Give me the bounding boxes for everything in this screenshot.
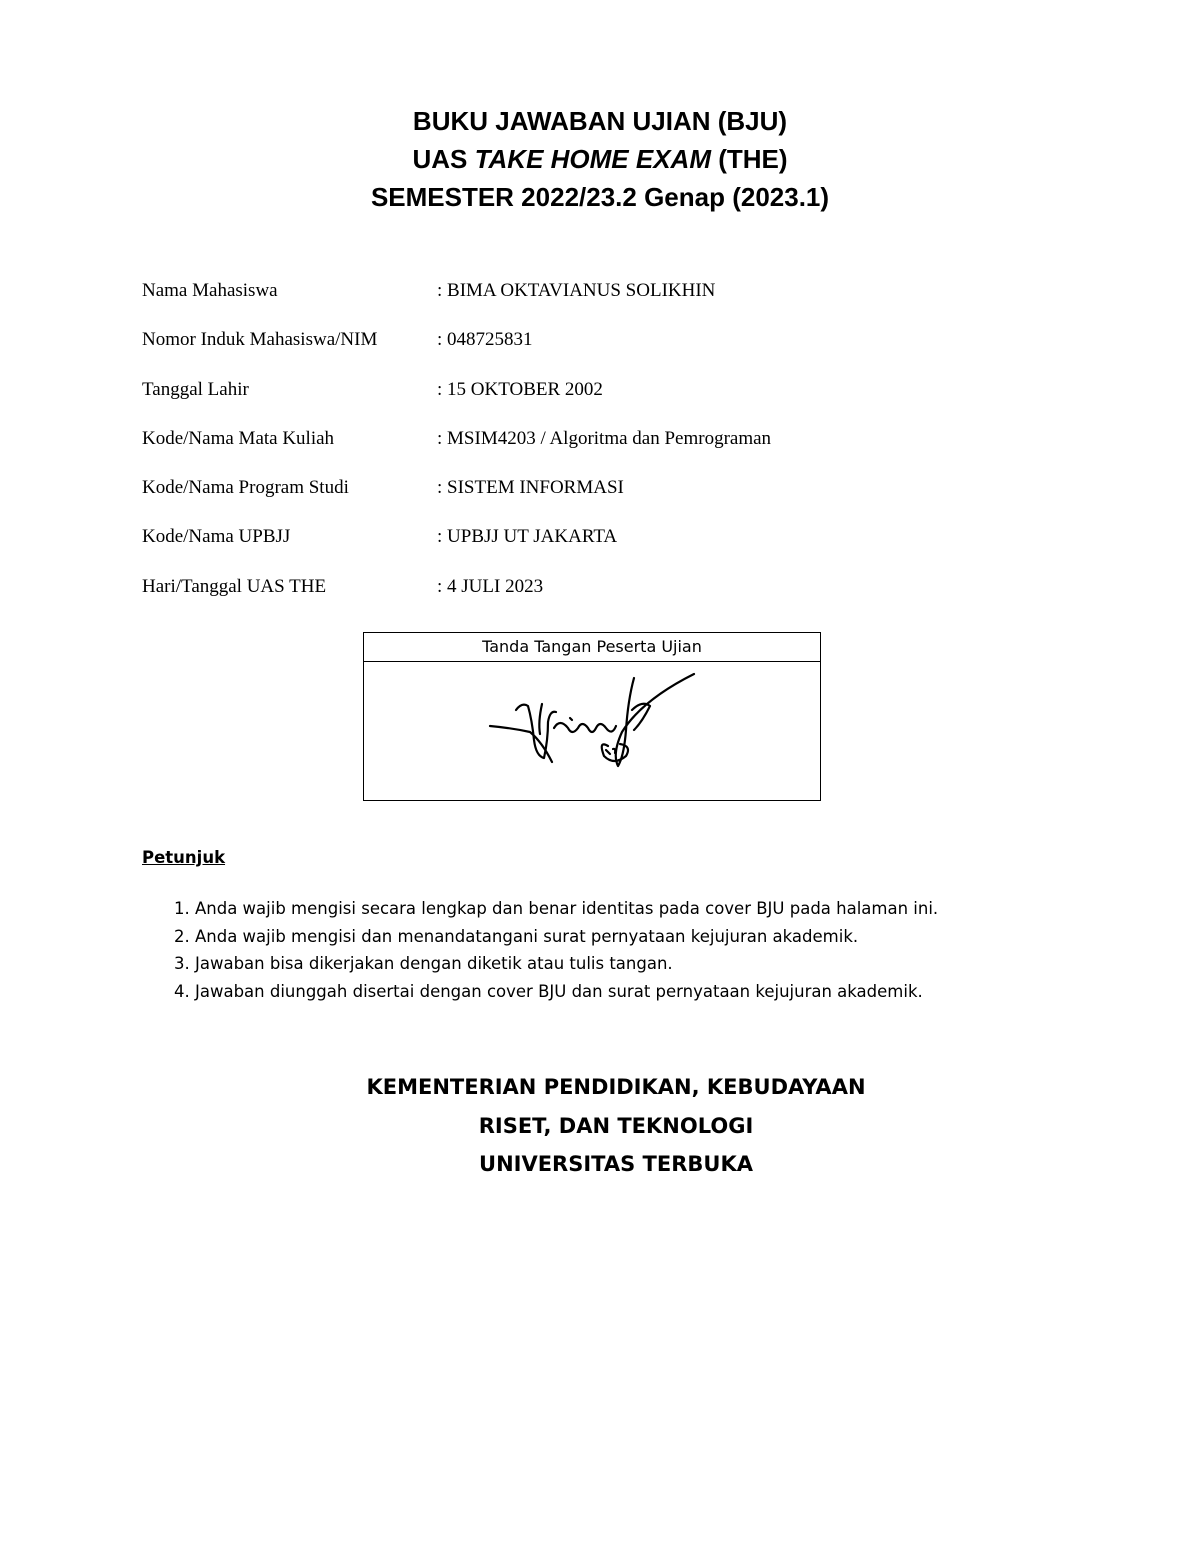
identity-label: Nama Mahasiswa	[142, 280, 278, 301]
identity-label: Kode/Nama UPBJJ	[142, 526, 291, 548]
identity-label: Kode/Nama Program Studi	[142, 477, 349, 499]
signature-header: Tanda Tangan Peserta Ujian	[364, 633, 820, 662]
identity-row-program-studi	[142, 469, 1042, 518]
title-line-2	[0, 140, 1200, 178]
identity-value: : SISTEM INFORMASI	[437, 477, 624, 499]
identity-label: Hari/Tanggal UAS THE	[142, 575, 327, 597]
footer-line-2: RISET, DAN TEKNOLOGI	[478, 1113, 754, 1138]
instruction-list	[174, 895, 938, 1005]
identity-value: : MSIM4203 / Algoritma dan Pemrograman	[437, 427, 772, 449]
identity-row-upbjj	[142, 518, 1042, 567]
instruction-item: 1. Anda wajib mengisi secara lengkap dan benar identitas pada cover BJU pada halaman ini.	[174, 899, 939, 918]
instruction-item: 2. Anda wajib mengisi dan menandatangani surat pernyataan kejujuran akademik.	[174, 926, 859, 946]
identity-label: Kode/Nama Mata Kuliah	[142, 427, 335, 449]
title-line-2-prefix: UAS	[412, 144, 475, 174]
identity-value: : 048725831	[437, 329, 533, 351]
identity-value: : 15 OKTOBER 2002	[437, 378, 603, 400]
signature-box	[363, 632, 821, 801]
handwritten-signature	[482, 670, 702, 780]
title-line-1: BUKU JAWABAN UJIAN (BJU)	[412, 106, 788, 136]
signature-area	[364, 662, 820, 799]
title-line-3: SEMESTER 2022/23.2 Genap (2023.1)	[370, 182, 830, 212]
footer-line-3: UNIVERSITAS TERBUKA	[479, 1152, 753, 1176]
footer-line-1: KEMENTERIAN PENDIDIKAN, KEBUDAYAAN	[366, 1075, 866, 1099]
identity-row-mata-kuliah	[142, 420, 1042, 469]
identity-row-nama	[142, 272, 1042, 321]
identity-row-tanggal-lahir	[142, 371, 1042, 420]
instruction-item: 4. Jawaban diunggah disertai dengan cover BJU dan surat pernyataan kejujuran akademik.	[174, 981, 923, 1001]
instruction-item: 3. Jawaban bisa dikerjakan dengan diketik atau tulis tangan.	[174, 954, 673, 973]
document-title	[0, 102, 1200, 216]
title-line-2-italic: TAKE HOME EXAM	[474, 144, 711, 174]
identity-value: : BIMA OKTAVIANUS SOLIKHIN	[437, 280, 716, 301]
identity-label: Nomor Induk Mahasiswa/NIM	[142, 329, 378, 351]
identity-row-tanggal-uas	[142, 568, 1042, 617]
identity-label: Tanggal Lahir	[142, 378, 249, 400]
identity-value: : 4 JULI 2023	[437, 575, 544, 597]
title-line-2-suffix: (THE)	[711, 144, 788, 174]
petunjuk-heading: Petunjuk	[142, 848, 226, 867]
identity-row-nim	[142, 321, 1042, 370]
identity-table	[142, 272, 1042, 617]
institution-footer	[0, 1068, 1200, 1184]
identity-value: : UPBJJ UT JAKARTA	[437, 526, 618, 548]
